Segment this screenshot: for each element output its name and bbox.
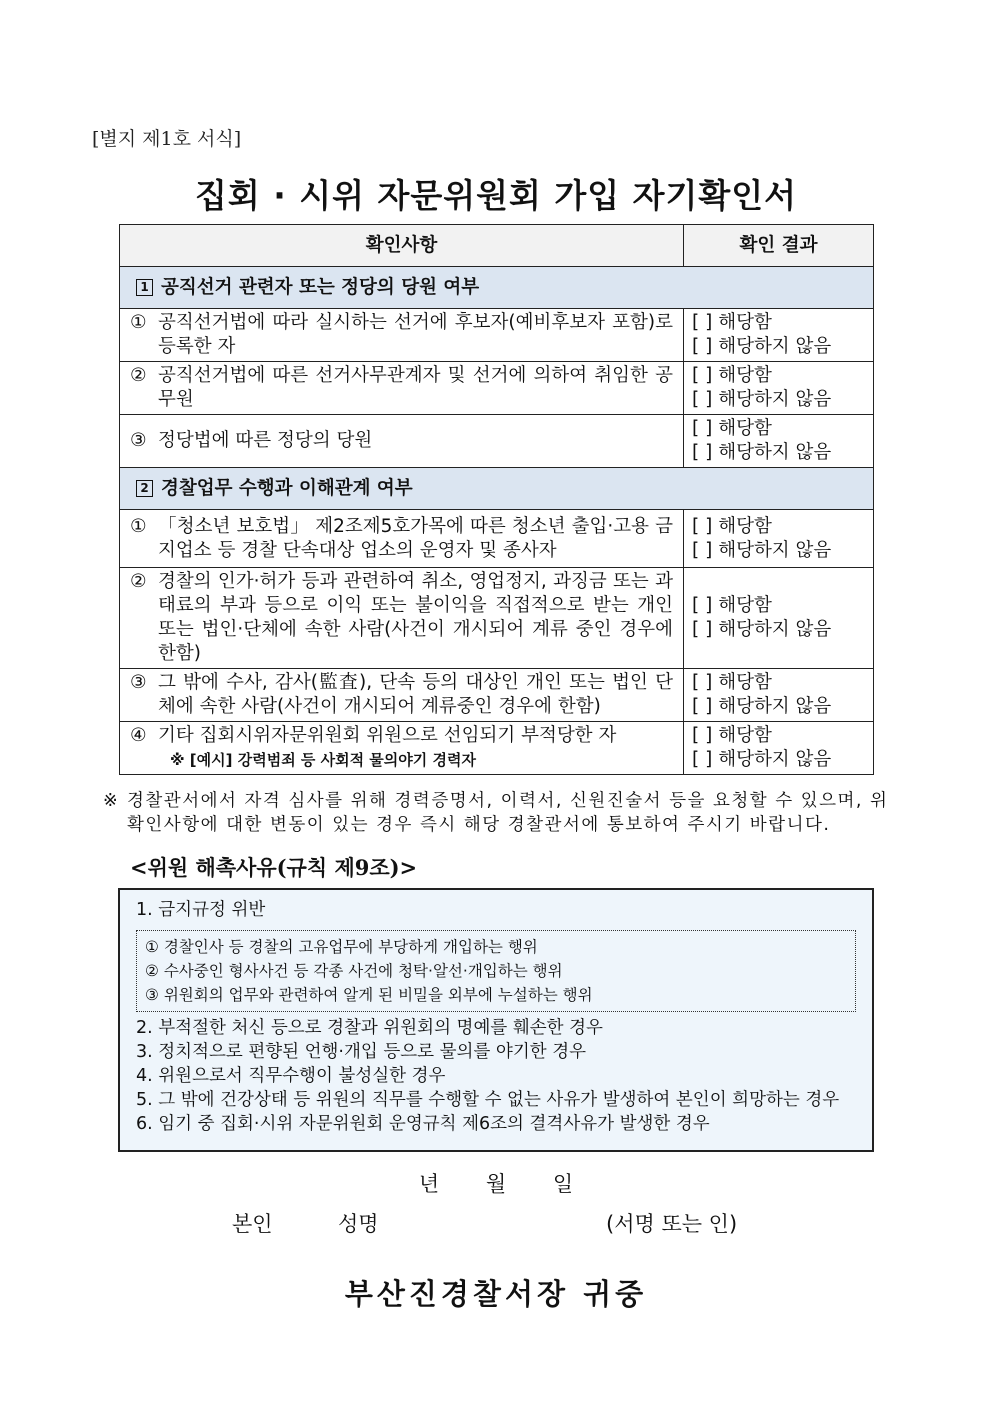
section-title xyxy=(120,267,874,309)
header-result: 확인 결과 xyxy=(684,225,874,267)
notice-mark: ※ xyxy=(103,791,118,811)
item-text: 정당법에 따른 정당의 당원 xyxy=(158,430,373,451)
header-item: 확인사항 xyxy=(120,225,684,267)
dismissal-item: 6. 임기 중 집회·시위 자문위원회 운영규칙 제6조의 결격사유가 발생한 경우 xyxy=(136,1114,710,1134)
section-number-box: 1 xyxy=(136,279,153,296)
dismissal-box xyxy=(118,888,874,1152)
option-applicable[interactable]: [ ] 해당함 xyxy=(692,515,772,537)
option-not-applicable[interactable]: [ ] 해당하지 않음 xyxy=(692,749,832,770)
option-applicable[interactable]: [ ] 해당함 xyxy=(692,672,772,693)
signature-label: (서명 또는 인) xyxy=(606,1212,738,1236)
dismissal-heading: <위원 해촉사유(규칙 제9조)> xyxy=(130,855,418,880)
result-cell xyxy=(684,415,874,468)
section-title-text: 경찰업무 수행과 이해관계 여부 xyxy=(161,477,413,499)
item-cell xyxy=(120,309,684,362)
dismissal-item: 5. 그 밖에 건강상태 등 위원의 직무를 수행할 수 없는 사유가 발생하여 본인이 희망하는 경우 xyxy=(136,1090,840,1110)
option-not-applicable[interactable]: [ ] 해당하지 않음 xyxy=(692,442,832,463)
item-example-note: ※ [예시] 강력범죄 등 사회적 물의야기 경력자 xyxy=(170,751,476,769)
option-not-applicable[interactable]: [ ] 해당하지 않음 xyxy=(692,389,832,410)
item-text: 공직선거법에 따른 선거사무관계자 및 선거에 의하여 취임한 공무원 xyxy=(158,365,673,410)
option-applicable[interactable]: [ ] 해당함 xyxy=(692,725,772,746)
table-row xyxy=(120,568,874,669)
item-cell xyxy=(120,415,684,468)
item-cell xyxy=(120,568,684,669)
item-number: ③ xyxy=(130,430,147,451)
result-cell xyxy=(684,309,874,362)
option-applicable[interactable]: [ ] 해당함 xyxy=(692,312,772,333)
table-row xyxy=(120,362,874,415)
option-not-applicable[interactable]: [ ] 해당하지 않음 xyxy=(692,336,832,357)
option-not-applicable[interactable]: [ ] 해당하지 않음 xyxy=(692,696,832,717)
table-row xyxy=(120,309,874,362)
confirmation-table xyxy=(119,224,874,775)
prohibited-act: ② 수사중인 형사사건 등 각종 사건에 청탁·알선·개입하는 행위 xyxy=(145,962,563,980)
table-header-row xyxy=(120,225,874,267)
result-cell xyxy=(684,362,874,415)
notice xyxy=(103,789,903,837)
item-cell xyxy=(120,722,684,775)
item-cell xyxy=(120,362,684,415)
item-cell xyxy=(120,669,684,722)
self-label: 본인 xyxy=(232,1212,273,1236)
item-text: 「청소년 보호법」 제2조제5호가목에 따른 청소년 출입·고용 금지업소 등 경찰 단속대상 업소의 운영자 및 종사자 xyxy=(158,515,673,561)
prohibited-acts-box xyxy=(136,930,856,1012)
result-cell xyxy=(684,722,874,775)
table-row xyxy=(120,722,874,775)
result-cell xyxy=(684,669,874,722)
item-number: ① xyxy=(130,515,147,537)
option-applicable[interactable]: [ ] 해당함 xyxy=(692,365,772,386)
item-number: ② xyxy=(130,365,147,386)
item-number: ④ xyxy=(130,725,147,746)
document-title: 집회 · 시위 자문위원회 가입 자기확인서 xyxy=(194,176,798,215)
result-cell xyxy=(684,568,874,669)
result-cell xyxy=(684,510,874,568)
option-not-applicable[interactable]: [ ] 해당하지 않음 xyxy=(692,619,832,640)
dismissal-item: 1. 금지규정 위반 xyxy=(136,900,266,920)
item-number: ② xyxy=(130,571,147,592)
section-row xyxy=(120,468,874,510)
item-text: 공직선거법에 따라 실시하는 선거에 후보자(예비후보자 포함)로 등록한 자 xyxy=(158,312,673,357)
closing-addressee: 부산진경찰서장 귀중 xyxy=(344,1277,648,1311)
item-text: 그 밖에 수사, 감사(監査), 단속 등의 대상인 개인 또는 법인 단체에 속한 사람(사건이 개시되어 계류중인 경우에 한함) xyxy=(158,672,673,717)
section-row xyxy=(120,267,874,309)
option-applicable[interactable]: [ ] 해당함 xyxy=(692,595,772,616)
dismissal-item: 2. 부적절한 처신 등으로 경찰과 위원회의 명예를 훼손한 경우 xyxy=(136,1018,603,1038)
section-title xyxy=(120,468,874,510)
item-cell xyxy=(120,510,684,568)
name-label: 성명 xyxy=(338,1212,379,1236)
table-row xyxy=(120,415,874,468)
dismissal-item: 4. 위원으로서 직무수행이 불성실한 경우 xyxy=(136,1066,446,1086)
item-text: 경찰의 인가·허가 등과 관련하여 취소, 영업정지, 과징금 또는 과태료의 부과 등으로 이익 또는 불이익을 직접적으로 받는 개인 또는 법인·단체에 속한 사람(사건이 개시되어 계류 중인 경우에 한함) xyxy=(158,571,673,664)
notice-text: 경찰관서에서 자격 심사를 위해 경력증명서, 이력서, 신원진술서 등을 요청할 수 있으며, 위 확인사항에 대한 변동이 있는 경우 즉시 해당 경찰관서에 통보하여 주시기 바랍니다. xyxy=(127,791,889,835)
prohibited-act: ③ 위원회의 업무와 관련하여 알게 된 비밀을 외부에 누설하는 행위 xyxy=(145,986,593,1004)
table-row xyxy=(120,510,874,568)
item-text: 기타 집회시위자문위원회 위원으로 선임되기 부적당한 자 xyxy=(158,725,617,746)
option-not-applicable[interactable]: [ ] 해당하지 않음 xyxy=(692,539,832,561)
section-number-box: 2 xyxy=(136,480,153,497)
dismissal-item: 3. 정치적으로 편향된 언행·개입 등으로 물의를 야기한 경우 xyxy=(136,1042,587,1062)
option-applicable[interactable]: [ ] 해당함 xyxy=(692,418,772,439)
form-label: [별지 제1호 서식] xyxy=(92,128,242,150)
section-title-text: 공직선거 관련자 또는 정당의 당원 여부 xyxy=(161,276,480,298)
prohibited-act: ① 경찰인사 등 경찰의 고유업무에 부당하게 개입하는 행위 xyxy=(145,938,538,956)
table-row xyxy=(120,669,874,722)
item-number: ③ xyxy=(130,672,147,693)
item-number: ① xyxy=(130,312,147,333)
date-line: 년 월 일 xyxy=(418,1172,574,1196)
